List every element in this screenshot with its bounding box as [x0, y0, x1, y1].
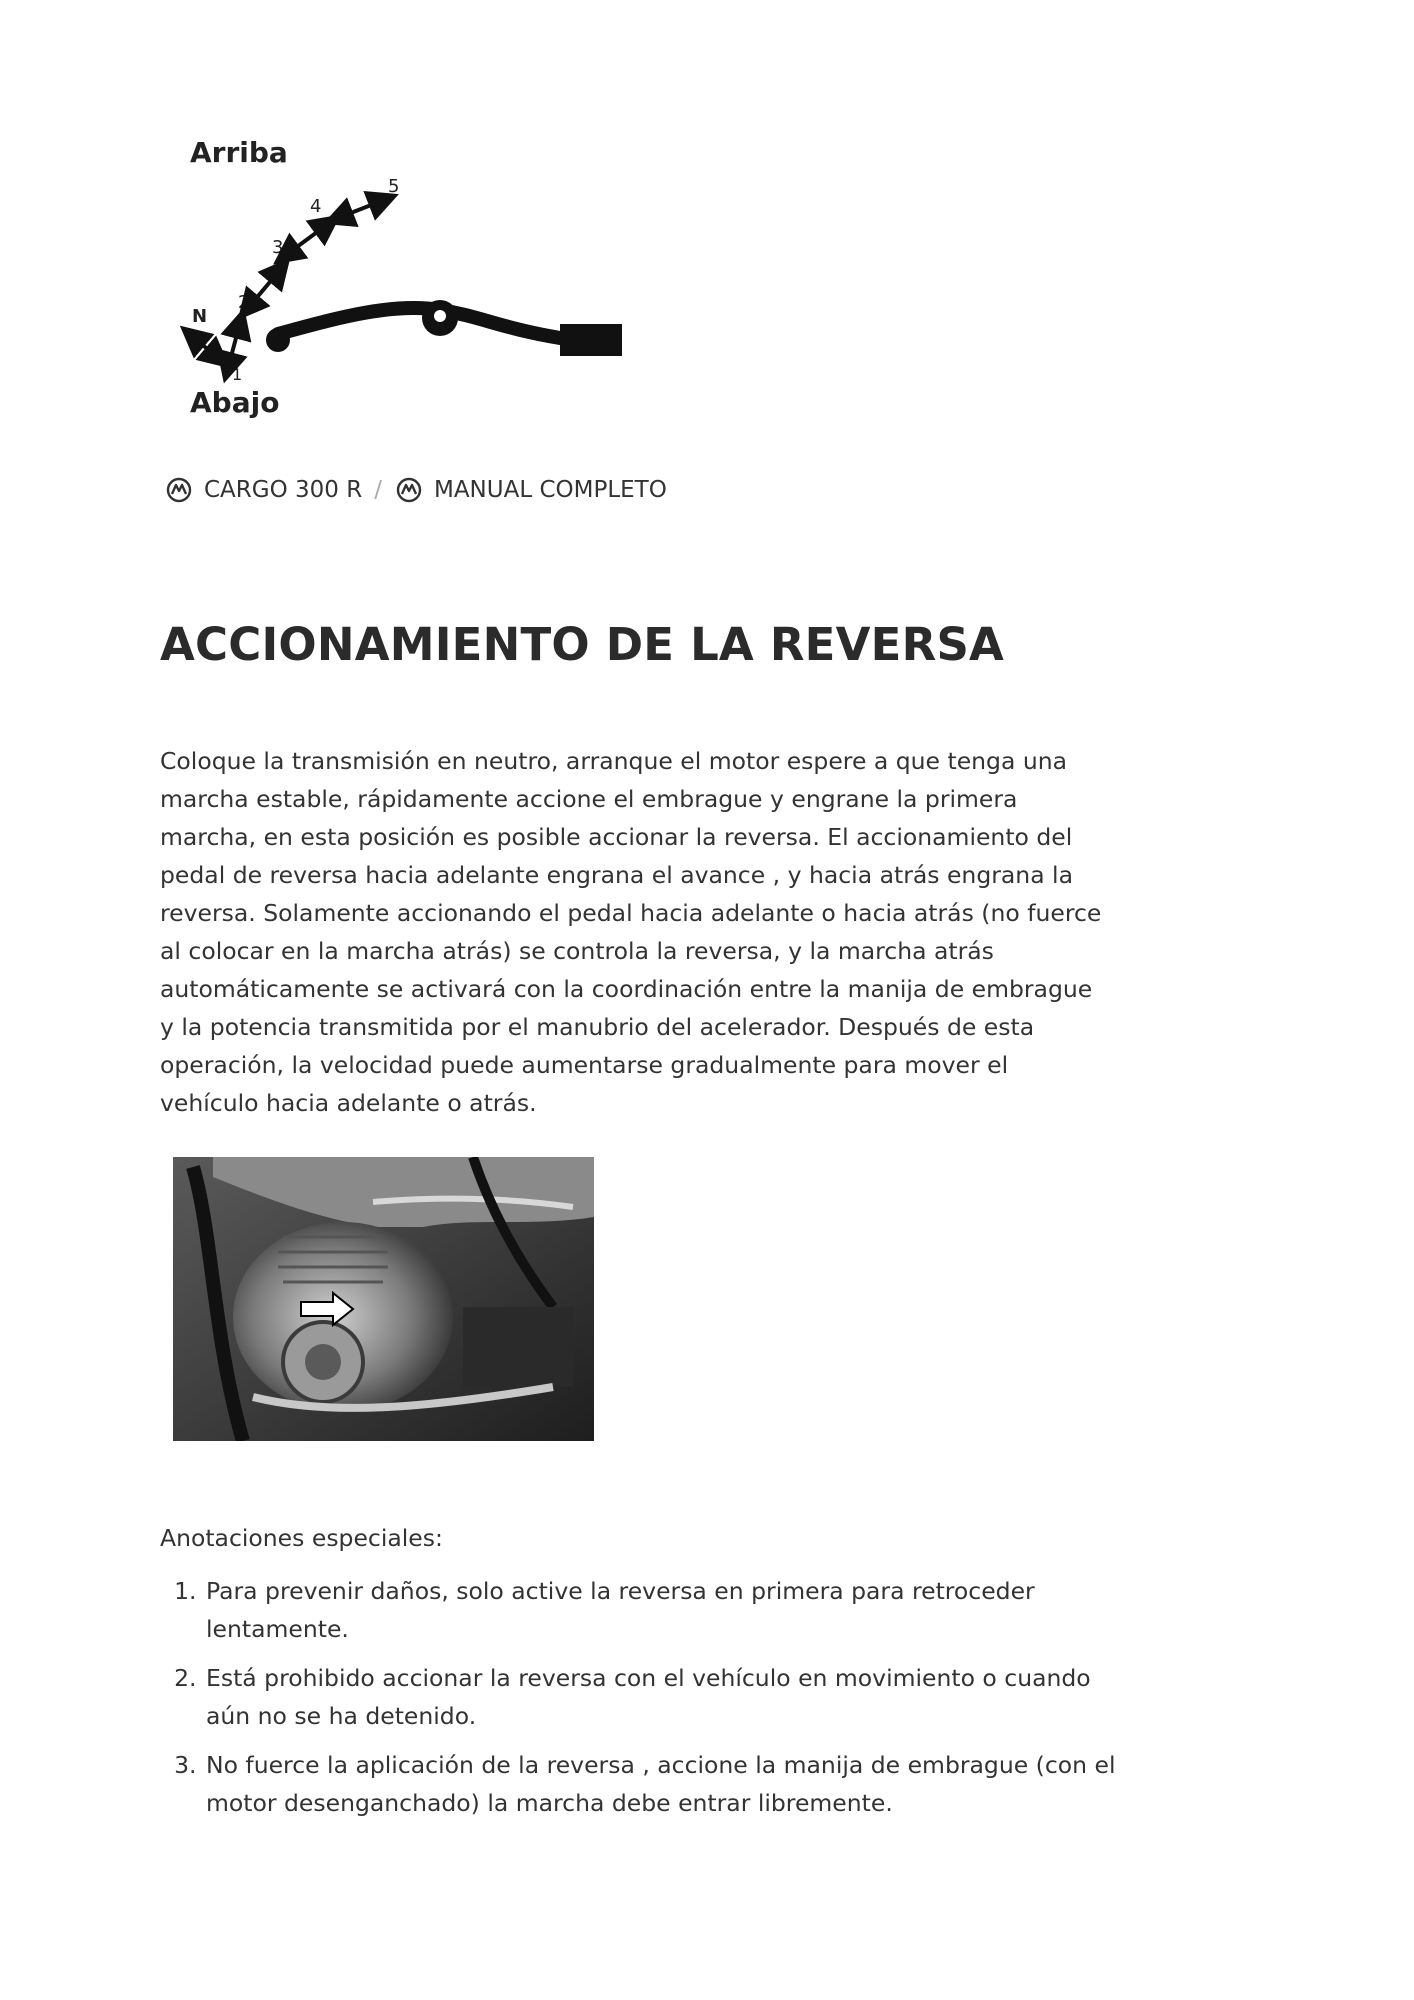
breadcrumb-item-cargo[interactable] — [166, 477, 362, 503]
gear-label-5: 5 — [388, 176, 400, 197]
brand-logo-icon — [166, 477, 192, 503]
label-arriba: Arriba — [190, 136, 288, 169]
notes-title: Anotaciones especiales: — [160, 1524, 443, 1552]
gear-label-n: N — [192, 306, 208, 327]
list-item: 3. No fuerce la aplicación de la reversa , accione la manija de embrague (con el motor desenganchado) la marcha debe entrar libremente. — [204, 1746, 1134, 1822]
list-item: 2. Está prohibido accionar la reversa con el vehículo en movimiento o cuando aún no se ha detenido. — [204, 1659, 1134, 1735]
label-abajo: Abajo — [190, 386, 280, 419]
shift-pedal-icon — [266, 300, 622, 356]
breadcrumb-label: CARGO 300 R — [204, 477, 363, 503]
gear-label-1: 1 — [232, 365, 243, 384]
engine-photo — [173, 1157, 594, 1441]
gear-shift-diagram — [170, 130, 650, 440]
list-item: 1. Para prevenir daños, solo active la reversa en primera para retroceder lentamente. — [204, 1572, 1134, 1648]
body-paragraph: Coloque la transmisión en neutro, arranque el motor espere a que tenga una marcha estable, rápidamente accione el embrague y engrane la primera marcha, en esta posición es posible accionar la reversa. El accionamiento del pedal de reversa hacia adelante engrana el avance , y hacia atrás engrana la reversa. Solamente accionando el pedal hacia adelante o hacia atrás (no fuerce al colocar en la marcha atrás) se controla la reversa, y la marcha atrás automáticamente se activará con la coordinación entre la manija de embrague y la potencia transmitida por el manubrio del acelerador. Después de esta operación, la velocidad puede aumentarse gradualmente para mover el vehículo hacia adelante o atrás. — [160, 747, 1102, 1117]
breadcrumb-label: MANUAL COMPLETO — [433, 477, 667, 503]
gear-label-4: 4 — [310, 196, 322, 217]
notes-list — [160, 1572, 1134, 1833]
breadcrumb-item-manual[interactable] — [396, 477, 667, 503]
gear-label-2: 2 — [238, 292, 250, 313]
breadcrumb-separator: / — [374, 477, 382, 503]
breadcrumb — [166, 477, 667, 503]
page-title: ACCIONAMIENTO DE LA REVERSA — [160, 618, 1005, 671]
gear-label-3: 3 — [272, 237, 284, 258]
brand-logo-icon — [396, 477, 422, 503]
